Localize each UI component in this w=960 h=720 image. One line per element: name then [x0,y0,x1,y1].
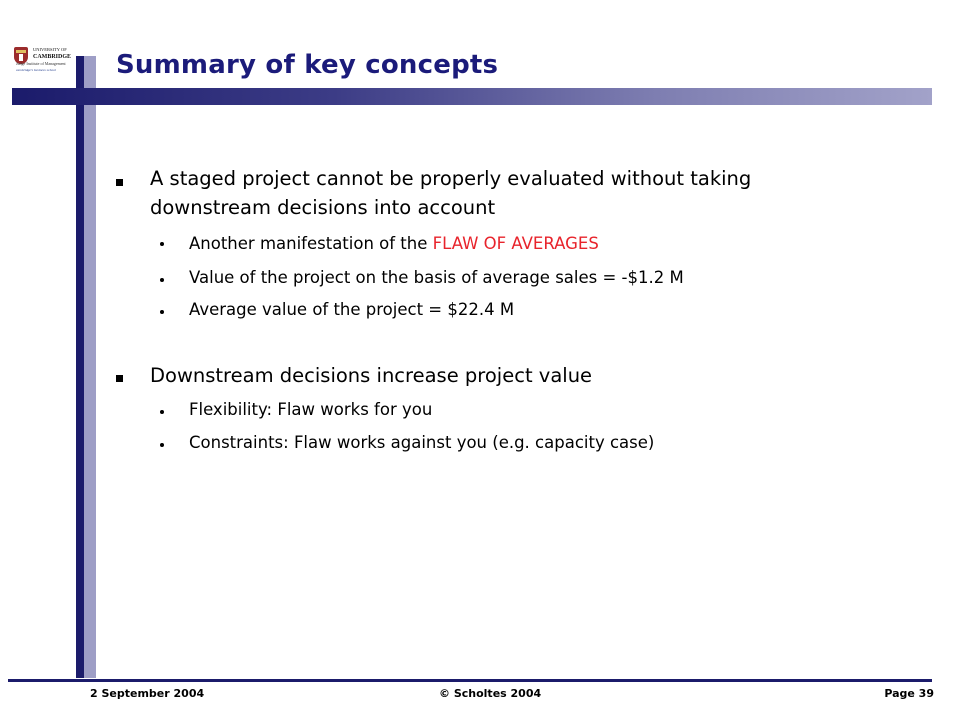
sub-bullet-dot-icon [160,410,164,414]
sub-bullet-text: Value of the project on the basis of average sales = -$1.2 M [189,268,684,287]
sub-bullet-dot-icon [160,310,164,314]
bullet-square-icon [116,375,123,382]
footer-rule [8,679,932,682]
footer-copyright: © Scholtes 2004 [439,687,542,700]
slide-title: Summary of key concepts [116,50,499,80]
bullet-square-icon [116,179,123,186]
sub-bullet-text: Flexibility: Flaw works for you [189,400,433,419]
logo-line-2: CAMBRIDGE [33,54,72,60]
logo-line-4: cambridge’s business school [16,68,56,72]
flaw-of-averages-highlight: FLAW OF AVERAGES [432,234,599,253]
logo-line-3: Judge Institute of Management [16,61,66,66]
sub-bullet-dot-icon [160,278,164,282]
sub-bullet-dot-icon [160,443,164,447]
footer-page-number: Page 39 [884,687,934,700]
sub-bullet-text: Constraints: Flaw works against you (e.g. capacity case) [189,433,655,452]
sub-bullet-prefix: Another manifestation of the [189,234,433,253]
bullet-text: Downstream decisions increase project value [150,364,593,387]
sub-bullet-dot-icon [160,242,164,246]
bullet-text: A staged project cannot be properly evaluated without taking downstream decisions into account [150,167,752,219]
sub-bullet-text: Average value of the project = $22.4 M [189,300,515,319]
sub-bullet-text [189,233,869,255]
logo-line-1: UNIVERSITY OF [33,47,67,52]
footer-date: 2 September 2004 [90,687,205,700]
